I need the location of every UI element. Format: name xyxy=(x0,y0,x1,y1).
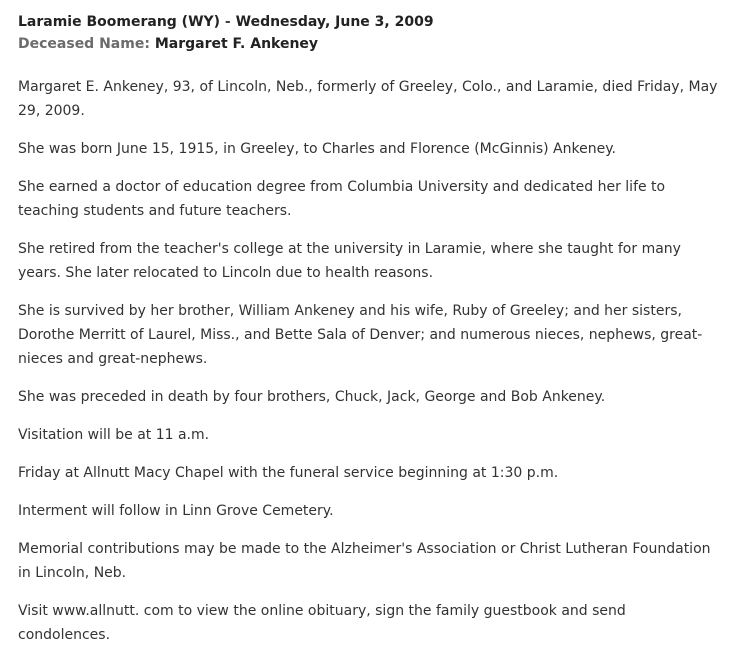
deceased-name-row xyxy=(18,33,722,55)
publication-name: Laramie Boomerang (WY) xyxy=(18,14,221,30)
deceased-name-label: Deceased Name: xyxy=(18,36,150,52)
deceased-name-value: Margaret F. Ankeney xyxy=(154,36,319,52)
obituary-paragraph: Visitation will be at 11 a.m. xyxy=(18,427,210,443)
obituary-paragraph: Interment will follow in Linn Grove Cemetery. xyxy=(18,503,334,519)
obituary-paragraph: She earned a doctor of education degree from Columbia University and dedicated her life to teaching students and future teachers. xyxy=(18,179,666,219)
obituary-paragraph: She was preceded in death by four brothers, Chuck, Jack, George and Bob Ankeney. xyxy=(18,389,606,405)
obituary-paragraph: Visit www.allnutt. com to view the online obituary, sign the family guestbook and send condolences. xyxy=(18,603,626,643)
obituary-paragraph: Margaret E. Ankeney, 93, of Lincoln, Neb., formerly of Greeley, Colo., and Laramie, died Friday, May 29, 2009. xyxy=(18,79,718,119)
publication-header xyxy=(18,11,722,33)
obituary-paragraph: She retired from the teacher's college at the university in Laramie, where she taught for many years. She later relocated to Lincoln due to health reasons. xyxy=(18,241,681,281)
obituary-paragraph: Friday at Allnutt Macy Chapel with the funeral service beginning at 1:30 p.m. xyxy=(18,465,559,481)
obituary-paragraph: Memorial contributions may be made to the Alzheimer's Association or Christ Lutheran Foundation in Lincoln, Neb. xyxy=(18,541,711,581)
publication-date: Wednesday, June 3, 2009 xyxy=(235,14,434,30)
obituary-body xyxy=(18,75,722,647)
obituary-paragraph: She was born June 15, 1915, in Greeley, to Charles and Florence (McGinnis) Ankeney. xyxy=(18,141,616,157)
obituary-paragraph: She is survived by her brother, William Ankeney and his wife, Ruby of Greeley; and her sisters, Dorothe Merritt of Laurel, Miss., and Bette Sala of Denver; and numerous nieces, nephews, great-nieces and great-nephews. xyxy=(18,303,703,367)
header-separator: - xyxy=(220,14,236,30)
